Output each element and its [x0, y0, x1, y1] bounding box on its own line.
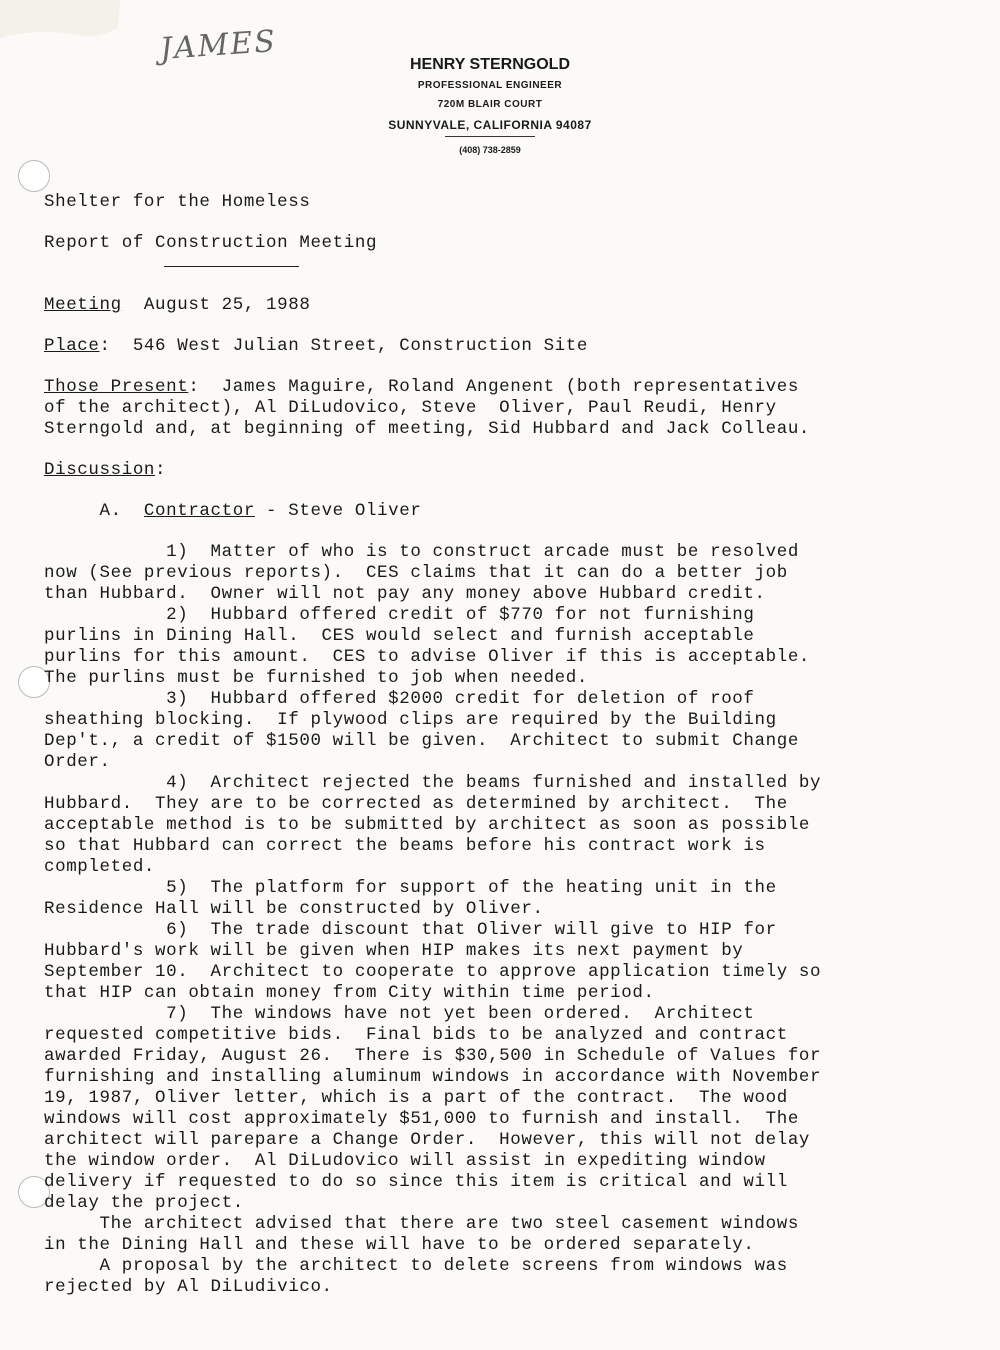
- letterhead-title: PROFESSIONAL ENGINEER: [417, 80, 563, 91]
- meeting-label: Meeting: [44, 295, 122, 315]
- item-5: 5) The platform for support of the heating unit in the Residence Hall will be constructed by Oliver.: [44, 878, 777, 919]
- present-line-2: of the architect), Al DiLudovico, Steve Oliver, Paul Reudi, Henry: [44, 398, 777, 418]
- casement-paragraph: The architect advised that there are two steel casement windows in the Dining Hall and these will have to be ordered separately.: [44, 1214, 799, 1255]
- item-1: 1) Matter of who is to construct arcade must be resolved now (See previous reports). CES claims that it can do a better job than Hubbard. Owner will not pay any money above Hubbard credit.: [44, 542, 799, 604]
- present-line-1: [44, 377, 914, 398]
- letterhead-rule: [445, 136, 535, 137]
- meeting-date: August 25, 1988: [121, 295, 311, 315]
- report-title: Report of Construction Meeting: [44, 233, 378, 253]
- item-6: 6) The trade discount that Oliver will give to HIP for Hubbard's work will be given when HIP makes its next payment by September 10. Architect to cooperate to approve application timely so that HIP can obtain money from City within time period.: [44, 920, 822, 1003]
- letterhead-phone: (408) 738-2859: [459, 145, 521, 155]
- place-label: Place: [44, 336, 100, 356]
- section-a-label: Contractor: [143, 501, 255, 521]
- punch-hole-top: [18, 160, 50, 192]
- discussion-heading: [44, 460, 914, 481]
- discussion-label: Discussion: [44, 460, 156, 480]
- discussion-colon: :: [155, 460, 167, 480]
- report-body: [44, 192, 914, 1298]
- project-title: Shelter for the Homeless: [44, 192, 311, 212]
- item-2: 2) Hubbard offered credit of $770 for not furnishing purlins in Dining Hall. CES would select and furnish acceptable purlins for this amount. CES to advise Oliver if this is acceptable. The purlins must be furnished to job when needed.: [44, 605, 811, 688]
- section-a-suffix: - Steve Oliver: [254, 501, 422, 521]
- item-3: 3) Hubbard offered $2000 credit for deletion of roof sheathing blocking. If plywood clips are required by the Building Dep't., a credit of $1500 will be given. Architect to submit Change Order.: [44, 689, 799, 772]
- item-4: 4) Architect rejected the beams furnished and installed by Hubbard. They are to be corrected as determined by architect. The acceptable method is to be submitted by architect as soon as possible so that Hubbard can correct the beams before his contract work is completed.: [44, 773, 822, 877]
- present-text-1: : James Maguire, Roland Angenent (both representatives: [188, 377, 799, 397]
- letterhead-street: 720M BLAIR COURT: [437, 99, 543, 110]
- handwritten-note: JAMES: [158, 23, 278, 68]
- letterhead: [340, 56, 640, 155]
- meeting-line: [44, 295, 914, 316]
- section-a-prefix: A.: [44, 501, 144, 521]
- torn-corner-mark: [0, 0, 120, 60]
- place-value: : 546 West Julian Street, Construction Site: [99, 336, 588, 356]
- section-a-heading: [44, 501, 914, 522]
- present-label: Those Present: [44, 377, 189, 397]
- place-line: [44, 336, 914, 357]
- letterhead-name: HENRY STERNGOLD: [409, 56, 570, 73]
- letterhead-city: SUNNYVALE, CALIFORNIA 94087: [388, 118, 592, 132]
- screens-paragraph: A proposal by the architect to delete screens from windows was rejected by Al DiLudivico.: [44, 1256, 788, 1297]
- present-line-3: Sterngold and, at beginning of meeting, Sid Hubbard and Jack Colleau.: [44, 419, 811, 439]
- item-7: 7) The windows have not yet been ordered. Architect requested competitive bids. Final bids to be analyzed and contract awarded Friday, August 26. There is $30,500 in Schedule of Values for furnishing and installing aluminum windows in accordance with November 19, 1987, Oliver letter, which is a part of the contract. The wood windows will cost approximately $51,000 to furnish and install. The architect will parepare a Change Order. However, this will not delay the window order. Al DiLudovico will assist in expediting window delivery if requested to do so since this item is critical and will delay the project.: [44, 1004, 822, 1213]
